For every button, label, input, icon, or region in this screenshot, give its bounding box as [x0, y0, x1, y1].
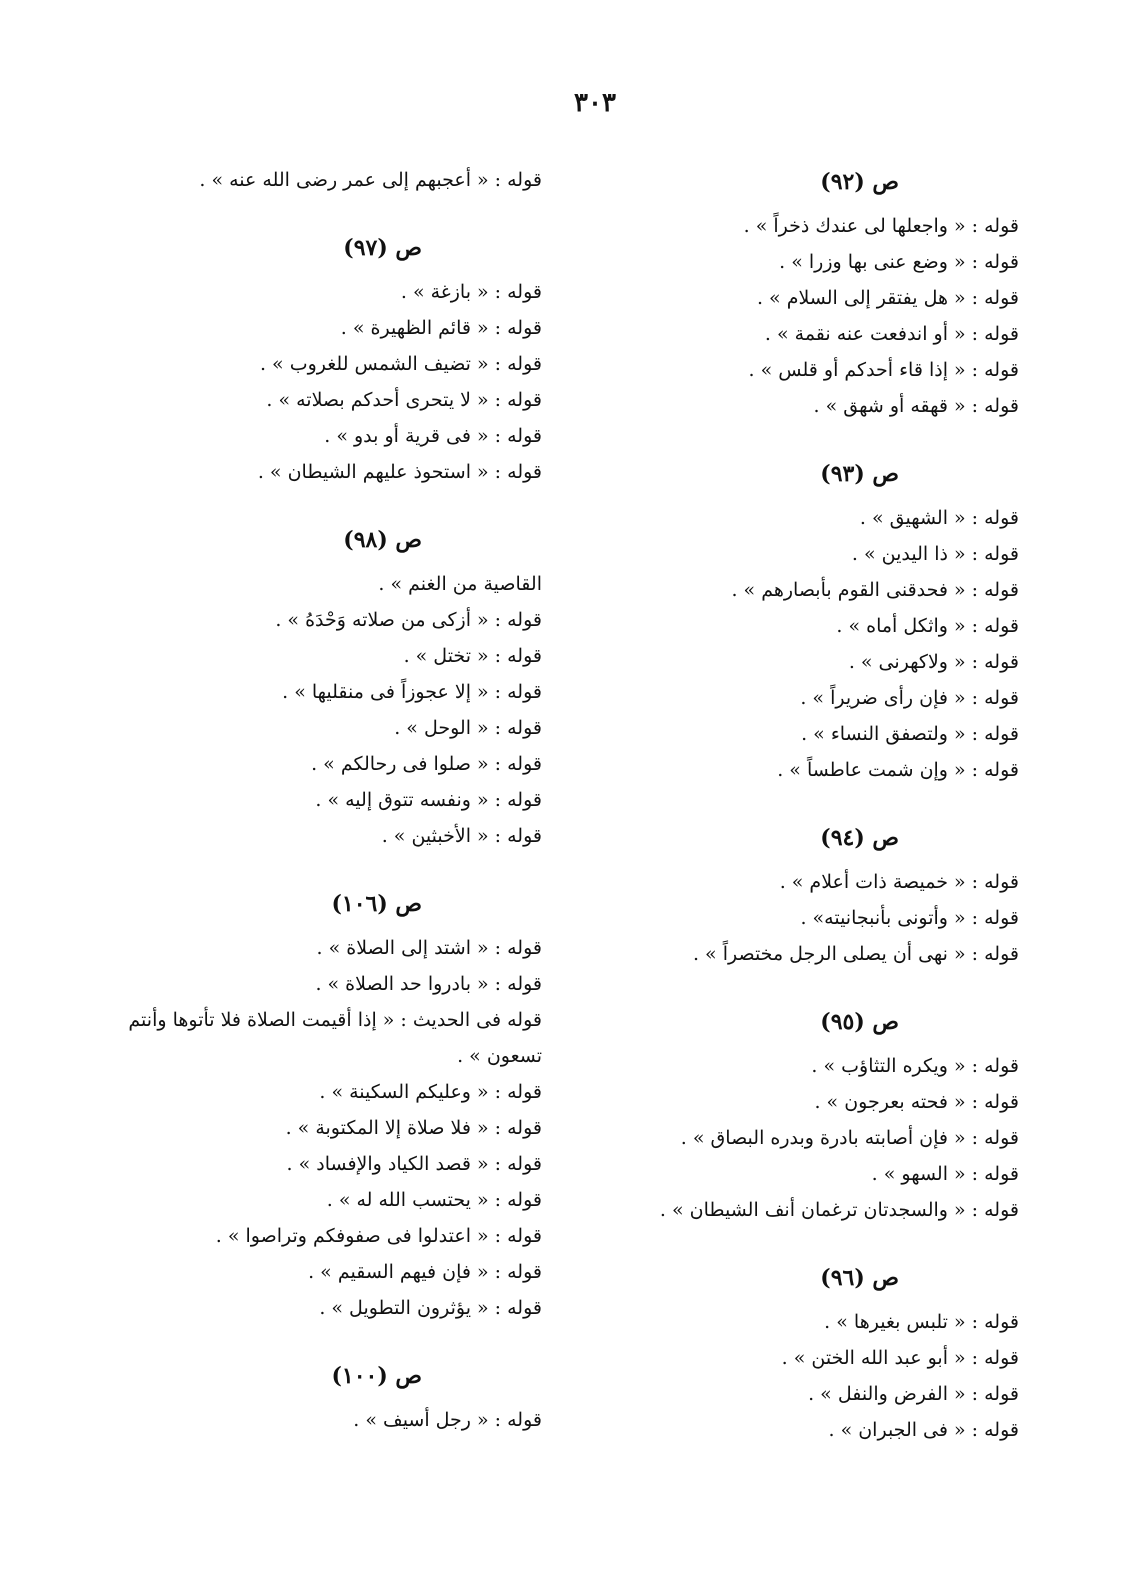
entry-line: قوله : « اشتد إلى الصلاة » .	[316, 937, 542, 959]
entry-line: القاصية من الغنم » .	[378, 573, 542, 595]
entry-line: قوله : « ونفسه تتوق إليه » .	[315, 789, 542, 811]
entry-line: قوله : « فإن فيهم السقيم » .	[308, 1261, 542, 1283]
section-p106	[122, 884, 542, 1326]
section-p100	[122, 1356, 542, 1438]
section-heading: ص (٩٥)	[820, 1009, 899, 1035]
section-p95	[599, 1002, 1019, 1228]
entry-line: قوله : « صلوا فى رحالكم » .	[311, 753, 542, 775]
page-number: ٣٠٣	[574, 88, 616, 118]
right-column	[599, 162, 1019, 1478]
entry-line: قوله : « واثكل أماه » .	[836, 615, 1019, 637]
entry-line: قوله : « فحدقنى القوم بأبصارهم » .	[731, 579, 1019, 601]
left-column	[122, 162, 542, 1468]
entry-line: قوله : « تضيف الشمس للغروب » .	[259, 353, 542, 375]
entry-line: قوله : « تلبس بغيرها » .	[824, 1311, 1019, 1333]
entry-line: قوله : « واجعلها لى عندك ذخراً » .	[743, 215, 1019, 237]
section-p97	[122, 228, 542, 490]
entry-line: قوله : « فحته بعرجون » .	[814, 1091, 1019, 1113]
entry-line: قوله : « رجل أسيف » .	[353, 1409, 542, 1431]
entry-line: قوله : « قائم الظهيرة » .	[340, 317, 542, 339]
entry-line: قوله : « فلا صلاة إلا المكتوبة » .	[285, 1117, 542, 1139]
entry-line: قوله : « ويكره التثاؤب » .	[811, 1055, 1019, 1077]
section-heading: ص (٩٣)	[820, 461, 899, 487]
entry-line: قوله : « نهى أن يصلى الرجل مختصراً » .	[692, 943, 1019, 965]
entry-line: قوله : « فى الجبران » .	[828, 1419, 1019, 1441]
entry-line: قوله : « والسجدتان ترغمان أنف الشيطان » .	[659, 1199, 1019, 1221]
entry-line: قوله : « إذا قاء أحدكم أو قلس » .	[748, 359, 1019, 381]
entry-line: قوله : « فى قرية أو بدو » .	[324, 425, 542, 447]
section-p98	[122, 520, 542, 854]
section-heading: ص (٩٧)	[343, 235, 422, 261]
entry-line: قوله : « بازغة » .	[400, 281, 542, 303]
entry-line: قوله : « استحوذ عليهم الشيطان » .	[257, 461, 542, 483]
section-heading: ص (٩٦)	[820, 1265, 899, 1291]
entry-line: قوله : « الوحل » .	[394, 717, 542, 739]
entry-line: قوله : « اعتدلوا فى صفوفكم وتراصوا » .	[215, 1225, 542, 1247]
entry-line: قوله : « ولاكهرنى » .	[848, 651, 1019, 673]
entry-line: قوله : « خميصة ذات أعلام » .	[779, 871, 1019, 893]
section-heading: ص (٩٢)	[820, 169, 899, 195]
section-heading: ص (٩٨)	[343, 527, 422, 553]
entry-line: قوله : « الشهيق » .	[859, 507, 1019, 529]
entry-line: قوله : « أعجبهم إلى عمر رضى الله عنه » .	[199, 169, 542, 191]
entry-line: قوله : « فإن أصابته بادرة وبدره البصاق » .	[680, 1127, 1019, 1149]
entry-line: قوله : « الأخبثين » .	[381, 825, 542, 847]
section-p92	[599, 162, 1019, 424]
section-p94	[599, 818, 1019, 972]
entry-line: قوله : « يحتسب الله له » .	[326, 1189, 542, 1211]
entry-line: قوله : « قهقه أو شهق » .	[813, 395, 1019, 417]
section-heading: ص (١٠٠)	[331, 1363, 422, 1389]
entry-line: قوله : « وضع عنى بها وزرا » .	[779, 251, 1019, 273]
section-heading: ص (٩٤)	[820, 825, 899, 851]
entry-line: قوله : « وإن شمت عاطساً » .	[777, 759, 1019, 781]
entry-line: قوله : « الفرض والنفل » .	[808, 1383, 1019, 1405]
section-p93	[599, 454, 1019, 788]
entry-line: قوله : « تختل » .	[403, 645, 542, 667]
entry-line: قوله : « بادروا حد الصلاة » .	[315, 973, 542, 995]
section-p96	[599, 1258, 1019, 1448]
entry-line: قوله : « ولتصفق النساء » .	[801, 723, 1019, 745]
entry-line: قوله : « ذا اليدين » .	[851, 543, 1019, 565]
entry-line: قوله : « وعليكم السكينة » .	[319, 1081, 542, 1103]
entry-line: قوله : « لا يتحرى أحدكم بصلاته » .	[266, 389, 542, 411]
entry-line: قوله فى الحديث : « إذا أقيمت الصلاة فلا تأتوها وأنتم تسعون » .	[128, 1009, 542, 1067]
entry-line: قوله : « السهو » .	[871, 1163, 1019, 1185]
entry-line: قوله : « هل يفتقر إلى السلام » .	[756, 287, 1019, 309]
entry-line: قوله : « أبو عبد الله الختن » .	[781, 1347, 1019, 1369]
entry-line: قوله : « قصد الكياد والإفساد » .	[286, 1153, 542, 1175]
entry-line: قوله : « أزكى من صلاته وَحْدَهُ » .	[275, 609, 542, 631]
entry-line: قوله : « أو اندفعت عنه نقمة » .	[764, 323, 1019, 345]
entry-line: قوله : « يؤثرون التطويل » .	[319, 1297, 542, 1319]
entry-line: قوله : « إلا عجوزاً فى منقليها » .	[282, 681, 542, 703]
entry-line: قوله : « فإن رأى ضريراً » .	[800, 687, 1019, 709]
section-continuation	[122, 162, 542, 198]
entry-line: قوله : « وأتونى بأنبجانيته» .	[800, 907, 1019, 929]
section-heading: ص (١٠٦)	[331, 891, 422, 917]
